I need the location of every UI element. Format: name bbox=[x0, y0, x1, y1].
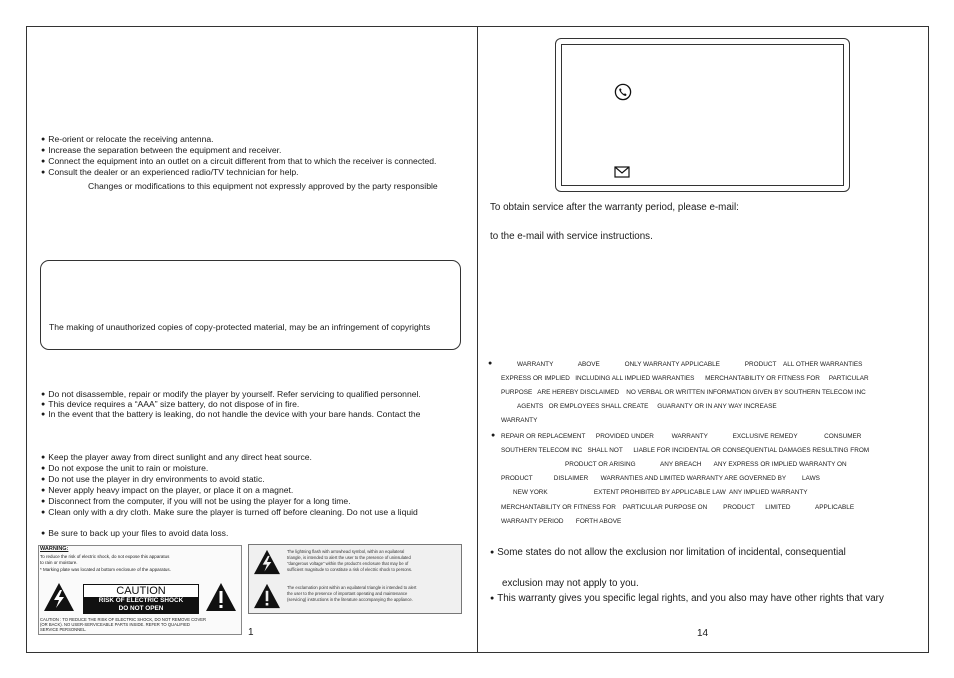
warranty-bullet-2 bbox=[491, 432, 495, 440]
bullet-different-outlet: ● Connect the equipment into an outlet on a circuit different from that to which the receiver is connected. bbox=[41, 156, 436, 168]
caution-fine-1: CAUTION : TO REDUCE THE RISK OF ELECTRIC SHOCK, DO NOT REMOVE COVER bbox=[40, 617, 207, 622]
legal-rights-bullet: ● This warranty gives you specific legal rights, and you also may have other rights that vary bbox=[490, 593, 884, 604]
bullet-increase-separation: ● Increase the separation between the equipment and receiver. bbox=[41, 145, 281, 157]
changes-notice: Changes or modifications to this equipment not expressly approved by the party responsible bbox=[88, 181, 438, 191]
lightning-desc-1: The lightning flash with arrowhead symbol, within an equilateral bbox=[287, 549, 405, 554]
caution-fine-2: (OR BACK). NO USER-SERVICEABLE PARTS INSIDE. REFER TO QUALIFIED bbox=[40, 622, 190, 627]
warranty-line-5: WARRANTY bbox=[501, 417, 538, 424]
caution-fine-3: SERVICE PERSONNEL. bbox=[40, 627, 87, 632]
bullet-battery-leaking: ● In the event that the battery is leaking, do not handle the device with your bare hands. Contact the bbox=[41, 409, 420, 421]
bullet-disconnect: ● Disconnect from the computer, if you will not be using the player for a long time. bbox=[41, 496, 351, 508]
warranty-line-3: PURPOSE ARE HEREBY DISCLAIMED NO VERBAL OR WRITTEN INFORMATION GIVEN BY SOUTHERN TELECOM INC bbox=[501, 389, 866, 396]
warning-line-1: To reduce the risk of electric shock, do not expose this apparatus bbox=[40, 554, 170, 559]
email-instructions-text: to the e-mail with service instructions. bbox=[490, 231, 653, 242]
envelope-icon bbox=[614, 166, 630, 178]
lightning-desc-2: triangle, is intended to alert the user to the presence of uninsulated bbox=[287, 555, 411, 560]
warranty-line-11: MERCHANTABILITY OR FITNESS FOR PARTICULAR PURPOSE ON PRODUCT LIMITED APPLICABLE bbox=[501, 504, 855, 511]
caution-title: CAUTION bbox=[84, 585, 198, 597]
exclamation-desc-1: The exclamation point within an equilateral triangle is intended to alert bbox=[287, 585, 417, 590]
lightning-triangle-icon bbox=[253, 549, 281, 575]
warranty-line-1: WARRANTY ABOVE ONLY WARRANTY APPLICABLE PRODUCT ALL OTHER WARRANTIES bbox=[517, 361, 863, 368]
warranty-line-4: AGENTS OR EMPLOYEES SHALL CREATE GUARANTY OR IN ANY WAY INCREASE bbox=[517, 403, 777, 410]
exclamation-triangle-icon bbox=[253, 583, 281, 609]
bullet-dot: ● bbox=[491, 432, 496, 439]
exclamation-triangle-icon bbox=[205, 582, 237, 612]
phone-icon bbox=[614, 83, 632, 101]
exclamation-desc-2: the user to the presence of important operating and maintenance bbox=[287, 591, 408, 596]
warranty-line-8: PRODUCT OR ARISING ANY BREACH ANY EXPRESS OR IMPLIED WARRANTY ON bbox=[565, 461, 847, 468]
do-not-open: DO NOT OPEN bbox=[84, 605, 198, 613]
bullet-aaa-battery: ● This device requires a “AAA” size battery, do not dispose of in fire. bbox=[41, 399, 299, 411]
bullet-clean-dry-cloth: ● Clean only with a dry cloth. Make sure the player is turned off before cleaning. Do not use a liquid bbox=[41, 507, 418, 519]
service-email-text: To obtain service after the warranty period, please e-mail: bbox=[490, 202, 739, 213]
warning-line-3: * Marking plate was located at bottom enclosure of the apparatus. bbox=[40, 567, 171, 572]
warranty-bullet-1 bbox=[488, 360, 492, 368]
lightning-triangle-icon bbox=[43, 582, 75, 612]
bullet-impact-magnet: ● Never apply heavy impact on the player, or place it on a magnet. bbox=[41, 485, 293, 497]
symbol-explanation-label bbox=[248, 544, 462, 614]
states-exclusion-bullet: ● Some states do not allow the exclusion nor limitation of incidental, consequential bbox=[490, 547, 846, 558]
contact-box-inner bbox=[561, 44, 844, 186]
copyright-box bbox=[40, 260, 461, 350]
warranty-line-6: REPAIR OR REPLACEMENT PROVIDED UNDER WARRANTY EXCLUSIVE REMEDY CONSUMER bbox=[501, 433, 862, 440]
copyright-notice: The making of unauthorized copies of copy-protected material, may be an infringement of copyrights bbox=[49, 322, 431, 332]
bullet-do-not-disassemble: ● Do not disassemble, repair or modify the player by yourself. Refer servicing to qualified personnel. bbox=[41, 389, 421, 401]
warranty-line-2: EXPRESS OR IMPLIED INCLUDING ALL IMPLIED WARRANTIES MERCHANTABILITY OR FITNESS FOR PARTICULAR bbox=[501, 375, 869, 382]
bullet-sunlight: ● Keep the player away from direct sunlight and any direct heat source. bbox=[41, 452, 312, 464]
bullet-backup-files: ● Be sure to back up your files to avoid data loss. bbox=[41, 528, 228, 540]
exclamation-desc-3: (servicing) instructions in the literature accompanying the appliance. bbox=[287, 597, 413, 602]
caution-box bbox=[83, 584, 199, 614]
page-divider bbox=[477, 26, 478, 653]
lightning-desc-3: "dangerous voltage" within the product's enclosure that may be of bbox=[287, 561, 409, 566]
warranty-line-9: PRODUCT DISLAIMER WARRANTIES AND LIMITED WARRANTY ARE GOVERNED BY LAWS bbox=[501, 475, 820, 482]
warranty-line-12: WARRANTY PERIOD FORTH ABOVE bbox=[501, 518, 622, 525]
bullet-reorient-antenna: ● Re-orient or relocate the receiving antenna. bbox=[41, 134, 214, 146]
bullet-static: ● Do not use the player in dry environments to avoid static. bbox=[41, 474, 265, 486]
risk-of-shock: RISK OF ELECTRIC SHOCK bbox=[84, 597, 198, 605]
page-number-left: 1 bbox=[248, 627, 254, 638]
bullet-consult-dealer: ● Consult the dealer or an experienced radio/TV technician for help. bbox=[41, 167, 299, 179]
warranty-line-7: SOUTHERN TELECOM INC SHALL NOT LIABLE FOR INCIDENTAL OR CONSEQUENTIAL DAMAGES RESULTING FROM bbox=[501, 447, 870, 454]
bullet-dot: ● bbox=[488, 360, 493, 367]
bullet-rain: ● Do not expose the unit to rain or moisture. bbox=[41, 463, 208, 475]
warning-heading: WARNING: bbox=[40, 546, 69, 552]
exclusion-may-not-apply: exclusion may not apply to you. bbox=[502, 578, 639, 589]
warning-line-2: to rain or moisture. bbox=[40, 560, 78, 565]
page-number-right: 14 bbox=[697, 628, 709, 639]
warning-label bbox=[38, 545, 242, 635]
lightning-desc-4: sufficient magnitude to constitute a risk of electric shock to persons. bbox=[287, 567, 413, 572]
warranty-line-10: NEW YORK EXTENT PROHIBITED BY APPLICABLE LAW ANY IMPLIED WARRANTY bbox=[513, 489, 808, 496]
